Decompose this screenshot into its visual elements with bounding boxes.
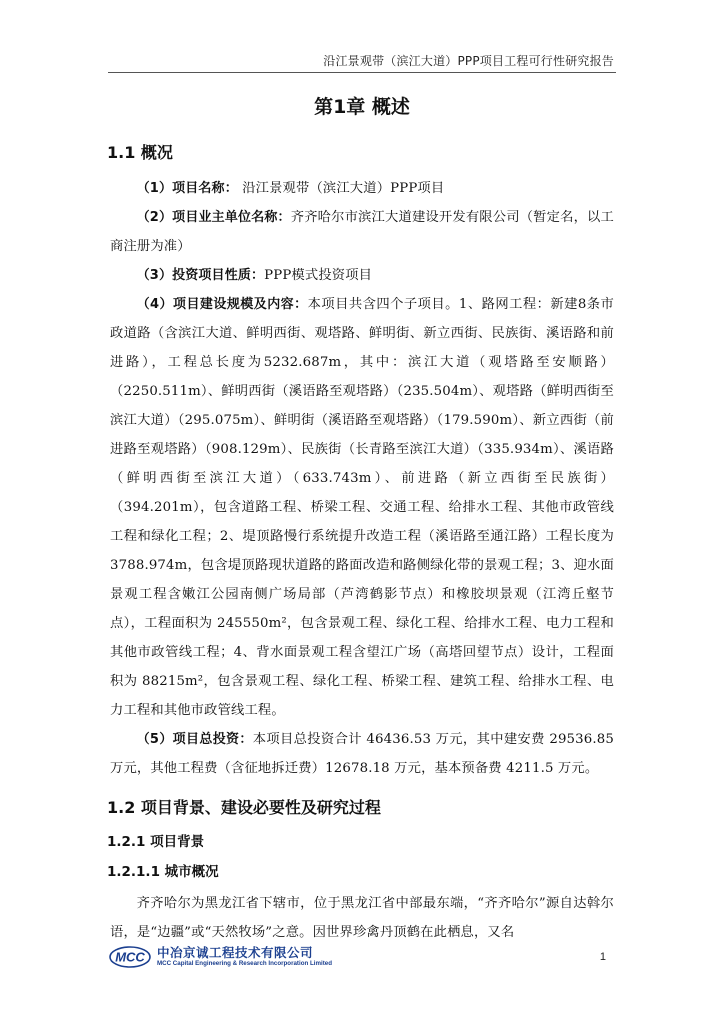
item-project-name xyxy=(110,174,614,203)
subsection-heading-1-2-1: 1.2.1 项目背景 xyxy=(107,834,205,850)
company-name-en: MCC Capital Engineering & Research Incorporation Limited xyxy=(157,960,332,967)
item-lead: （2）项目业主单位名称： xyxy=(136,210,291,225)
header-rule xyxy=(108,72,616,73)
item-text: 齐齐哈尔市滨江大道建设开发有限公司（暂定名，以工商注册为准） xyxy=(110,210,614,254)
item-text: 沿江景观带（滨江大道）PPP项目 xyxy=(237,181,445,196)
item-scale xyxy=(110,290,614,725)
item-text: PPP模式投资项目 xyxy=(264,268,373,283)
item-lead: （1）项目名称： xyxy=(136,181,238,196)
company-name-block xyxy=(157,946,332,968)
item-lead: （4）项目建设规模及内容： xyxy=(136,297,308,312)
item-lead: （5）项目总投资： xyxy=(136,732,253,747)
item-text: 本项目总投资合计 46436.53 万元，其中建安费 29536.85 万元，其他工程费（含征地拆迁费）12678.18 万元，基本预备费 4211.5 万元。 xyxy=(110,732,614,776)
mcc-logo-icon xyxy=(108,945,152,969)
chapter-title: 第1章 概述 xyxy=(314,96,410,118)
page-content xyxy=(107,92,614,947)
company-name-cn: 中冶京诚工程技术有限公司 xyxy=(157,945,314,960)
logo-wordmark: MCC xyxy=(115,949,145,965)
page-number: 1 xyxy=(599,951,606,963)
city-overview-paragraph: 齐齐哈尔为黑龙江省下辖市，位于黑龙江省中部最东端，“齐齐哈尔”源自达斡尔语，是“边疆”或“天然牧场”之意。因世界珍禽丹顶鹤在此栖息，又名 xyxy=(110,896,614,940)
item-owner xyxy=(110,203,614,261)
item-text: 本项目共含四个子项目。1、路网工程：新建8条市政道路（含滨江大道、鲜明西街、观塔路、鲜明街、新立西街、民族街、溪语路和前进路），工程总长度为5232.687m，其中：滨江大道（观塔路至安顺路）（2250.511m）、鲜明西街（溪语路至观塔路）（235.504m）、观塔路（鲜明西街至滨江大道）（295.075m）、鲜明街（溪语路至观塔路）（179.590m）、新立西街（前进路至观塔路）（908.129m）、民族街（长青路至滨江大道）（335.934m）、溪语路（鲜明西街至滨江大道）（633.743m）、前进路（新立西街至民族街）（394.201m），包含道路工程、桥梁工程、交通工程、给排水工程、其他市政管线工程和绿化工程；2、堤顶路慢行系统提升改造工程（溪语路至通江路）工程长度为 3788.974m，包含堤顶路现状道路的路面改造和路侧绿化带的景观工程；3、迎水面景观工程含嫩江公园南侧广场局部（芦湾鹤影节点）和橡胶坝景观（江湾丘壑节点），工程面积为 245550m²，包含景观工程、绿化工程、给排水工程、电力工程和其他市政管线工程；4、背水面景观工程含望江广场（高塔回望节点）设计，工程面积为 88215m²，包含景观工程、绿化工程、桥梁工程、建筑工程、给排水工程、电力工程和其他市政管线工程。 xyxy=(110,297,614,718)
section-heading-1-1: 1.1 概况 xyxy=(107,143,173,162)
subsection-heading-1-2-1-1: 1.2.1.1 城市概况 xyxy=(107,864,219,880)
item-nature xyxy=(110,261,614,290)
section-heading-1-2: 1.2 项目背景、建设必要性及研究过程 xyxy=(107,798,381,817)
running-header: 沿江景观带（滨江大道）PPP项目工程可行性研究报告 xyxy=(323,54,614,68)
item-investment xyxy=(110,725,614,783)
item-lead: （3）投资项目性质： xyxy=(136,268,265,283)
company-logo xyxy=(108,945,332,969)
